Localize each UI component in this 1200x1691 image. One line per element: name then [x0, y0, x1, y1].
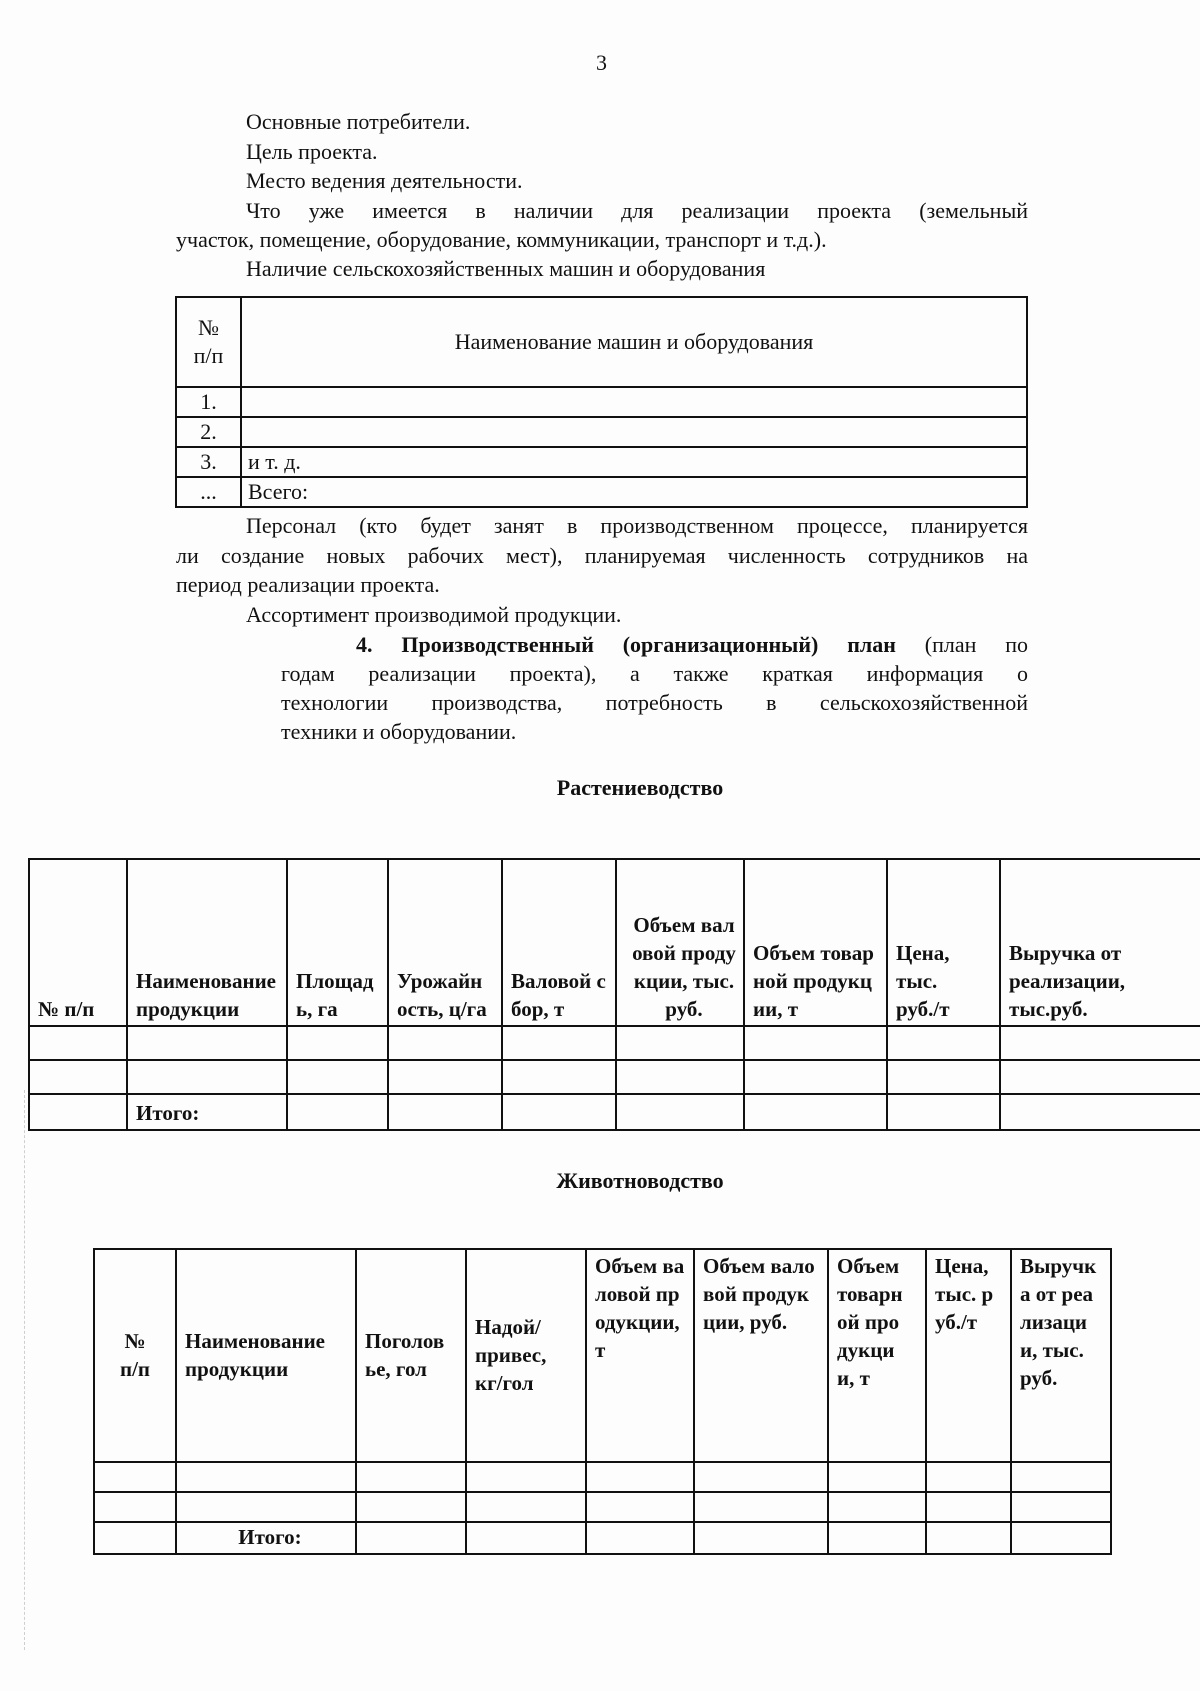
- livestock-header-revenue: Выручка от реализации, тыс. руб.: [1011, 1249, 1111, 1462]
- crop-header-yield: Урожайность, ц/га: [388, 859, 502, 1026]
- crop-total-label: Итого:: [127, 1094, 287, 1130]
- livestock-header-gross-t: Объем валовой продукции, т: [586, 1249, 694, 1462]
- section-4-title-rest: (план по: [924, 632, 1028, 657]
- crop-heading: Растениеводство: [556, 775, 724, 800]
- table-row: [29, 1094, 1200, 1130]
- equipment-row-num: ...: [176, 477, 241, 507]
- crop-table: [28, 858, 1200, 1131]
- equipment-row-name: [241, 417, 1027, 447]
- crop-header-area: Площадь, га: [287, 859, 388, 1026]
- table-row: [94, 1492, 1111, 1522]
- table-row: [29, 1026, 1200, 1060]
- crop-header-commercial-output: Объем товарной продукции, т: [744, 859, 887, 1026]
- equipment-row-name: и т. д.: [241, 447, 1027, 477]
- available-line: Что уже имеется в наличии для реализации проекта (земельный: [246, 198, 1028, 223]
- table-row: [29, 1060, 1200, 1094]
- location-line: Место ведения деятельности.: [246, 168, 523, 193]
- livestock-header-commercial: Объем товарной продукции, т: [828, 1249, 926, 1462]
- equipment-row-num: 1.: [176, 387, 241, 417]
- equipment-row-total: Всего:: [241, 477, 1027, 507]
- available-line-cont: участок, помещение, оборудование, коммуникации, транспорт и т.д.).: [176, 227, 827, 252]
- project-goal-line: Цель проекта.: [246, 139, 378, 164]
- scan-edge-artifact: [24, 1090, 27, 1650]
- equipment-row-num: 2.: [176, 417, 241, 447]
- personnel-line: Персонал (кто будет занят в производственном процессе, планируется: [246, 513, 1028, 538]
- crop-header-name: Наименование продукции: [127, 859, 287, 1026]
- equipment-row-name: [241, 387, 1027, 417]
- machines-line: Наличие сельскохозяйственных машин и оборудования: [246, 256, 766, 281]
- section-4-line-2: годам реализации проекта), а также краткая информация о: [281, 661, 1028, 686]
- livestock-header-name: Наименование продукции: [176, 1249, 356, 1462]
- livestock-header-heads: Поголовье, гол: [356, 1249, 466, 1462]
- equipment-table: [175, 296, 1028, 508]
- table-row: [94, 1462, 1111, 1492]
- section-4-line-3: технологии производства, потребность в сельскохозяйственной: [281, 690, 1028, 715]
- equipment-header-num: № п/п: [176, 297, 241, 387]
- assortment-line: Ассортимент производимой продукции.: [246, 602, 622, 627]
- section-4-bold-title: 4. Производственный (организационный) план: [356, 632, 896, 657]
- livestock-total-label: Итого:: [176, 1522, 356, 1554]
- livestock-header-num: № п/п: [94, 1249, 176, 1462]
- personnel-line-3: период реализации проекта.: [176, 572, 440, 597]
- section-4-title: [356, 630, 1028, 659]
- livestock-header-yield: Надой/ привес, кг/гол: [466, 1249, 586, 1462]
- consumers-line: Основные потребители.: [246, 109, 471, 134]
- crop-header-gross-harvest: Валовой сбор, т: [502, 859, 616, 1026]
- crop-header-revenue: Выручка от реализации, тыс.руб.: [1000, 859, 1200, 1026]
- equipment-row-num: 3.: [176, 447, 241, 477]
- table-row: [94, 1522, 1111, 1554]
- livestock-heading: Животноводство: [556, 1168, 724, 1193]
- livestock-header-price: Цена, тыс. руб./т: [926, 1249, 1011, 1462]
- livestock-table: [93, 1248, 1112, 1555]
- livestock-header-gross-rub: Объем валовой продукции, руб.: [694, 1249, 828, 1462]
- section-4-line-4: техники и оборудовании.: [281, 719, 517, 744]
- crop-header-price: Цена, тыс. руб./т: [887, 859, 1000, 1026]
- crop-header-num: № п/п: [29, 859, 127, 1026]
- equipment-header-name: Наименование машин и оборудования: [241, 297, 1027, 387]
- personnel-line-2: ли создание новых рабочих мест), планируемая численность сотрудников на: [176, 543, 1028, 568]
- crop-header-gross-output: Объем валовой продукции, тыс.руб.: [616, 859, 744, 1026]
- page-number: 3: [596, 50, 607, 75]
